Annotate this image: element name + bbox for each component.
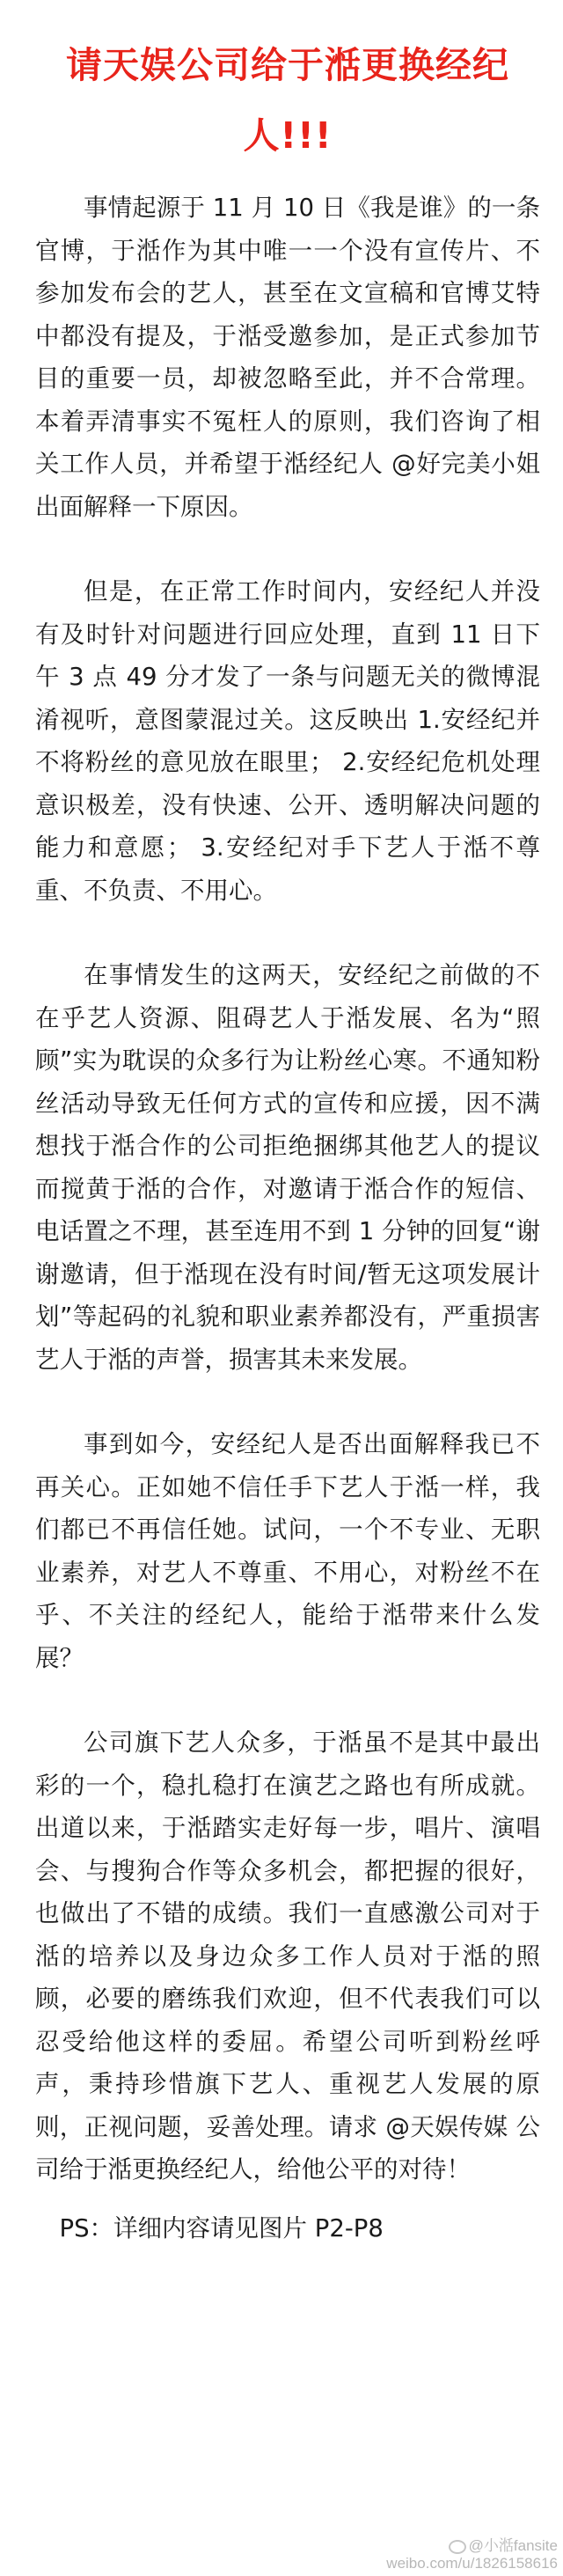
paragraph-3: 在事情发生的这两天，安经纪之前做的不在乎艺人资源、阻碍艺人于湉发展、名为“照顾”实为耽误的众多行为让粉丝心寒。不通知粉丝活动导致无任何方式的宣传和应援，因不满想找于湉合作的公司拒绝捆绑其他艺人的提议而搅黄于湉的合作，对邀请于湉合作的短信、电话置之不理，甚至连用不到 1 分钟的回复“谢谢邀请，但于湉现在没有时间/暂无这项发展计划”等起码的礼貌和职业素养都没有，严重损害艺人于湉的声誉，损害其未来发展。 [35, 961, 540, 1374]
watermark-url: weibo.com/u/1826158616 [386, 2555, 558, 2572]
title-line-1: 请天娱公司给于湉更换经纪 [66, 44, 509, 86]
weibo-watermark [386, 2537, 558, 2572]
weibo-logo-icon [449, 2540, 466, 2554]
watermark-handle [386, 2537, 558, 2555]
title-line-2: 人!!! [243, 114, 333, 157]
paragraph-4: 事到如今，安经纪人是否出面解释我已不再关心。正如她不信任手下艺人于湉一样，我们都已不再信任她。试问，一个不专业、无职业素养，对艺人不尊重、不用心，对粉丝不在乎、不关注的经纪人，能给于湉带来什么发展？ [35, 1430, 540, 1672]
watermark-handle-text: @小湉fansite [468, 2537, 558, 2554]
paragraph-1: 事情起源于 11 月 10 日《我是谁》的一条官博，于湉作为其中唯一一个没有宣传片、不参加发布会的艺人，甚至在文宣稿和官博艾特中都没有提及，于湉受邀参加，是正式参加节目的重要一员，却被忽略至此，并不合常理。本着弄清事实不冤枉人的原则，我们咨询了相关工作人员，并希望于湉经纪人 @好完美小姐 出面解释一下原因。 [35, 194, 540, 521]
ps-note: PS：详细内容请见图片 P2-P8 [59, 2213, 384, 2242]
document-body [35, 187, 540, 2249]
paragraph-2: 但是，在正常工作时间内，安经纪人并没有及时针对问题进行回应处理，直到 11 日下午 3 点 49 分才发了一条与问题无关的微博混淆视听，意图蒙混过关。这反映出 1.安经纪并不将粉丝的意见放在眼里； 2.安经纪危机处理意识极差，没有快速、公开、透明解决问题的能力和意愿； 3.安经纪对手下艺人于湉不尊重、不负责、不用心。 [35, 577, 540, 905]
document-title [35, 30, 540, 171]
paragraph-5: 公司旗下艺人众多，于湉虽不是其中最出彩的一个，稳扎稳打在演艺之路也有所成就。出道以来，于湉踏实走好每一步，唱片、演唱会、与搜狗合作等众多机会，都把握的很好，也做出了不错的成绩。我们一直感激公司对于湉的培养以及身边众多工作人员对于湉的照顾，必要的磨练我们欢迎，但不代表我们可以忍受给他这样的委屈。希望公司听到粉丝呼声，秉持珍惜旗下艺人、重视艺人发展的原则，正视问题，妥善处理。请求 @天娱传媒 公司给于湉更换经纪人，给他公平的对待！ [35, 1728, 540, 2183]
